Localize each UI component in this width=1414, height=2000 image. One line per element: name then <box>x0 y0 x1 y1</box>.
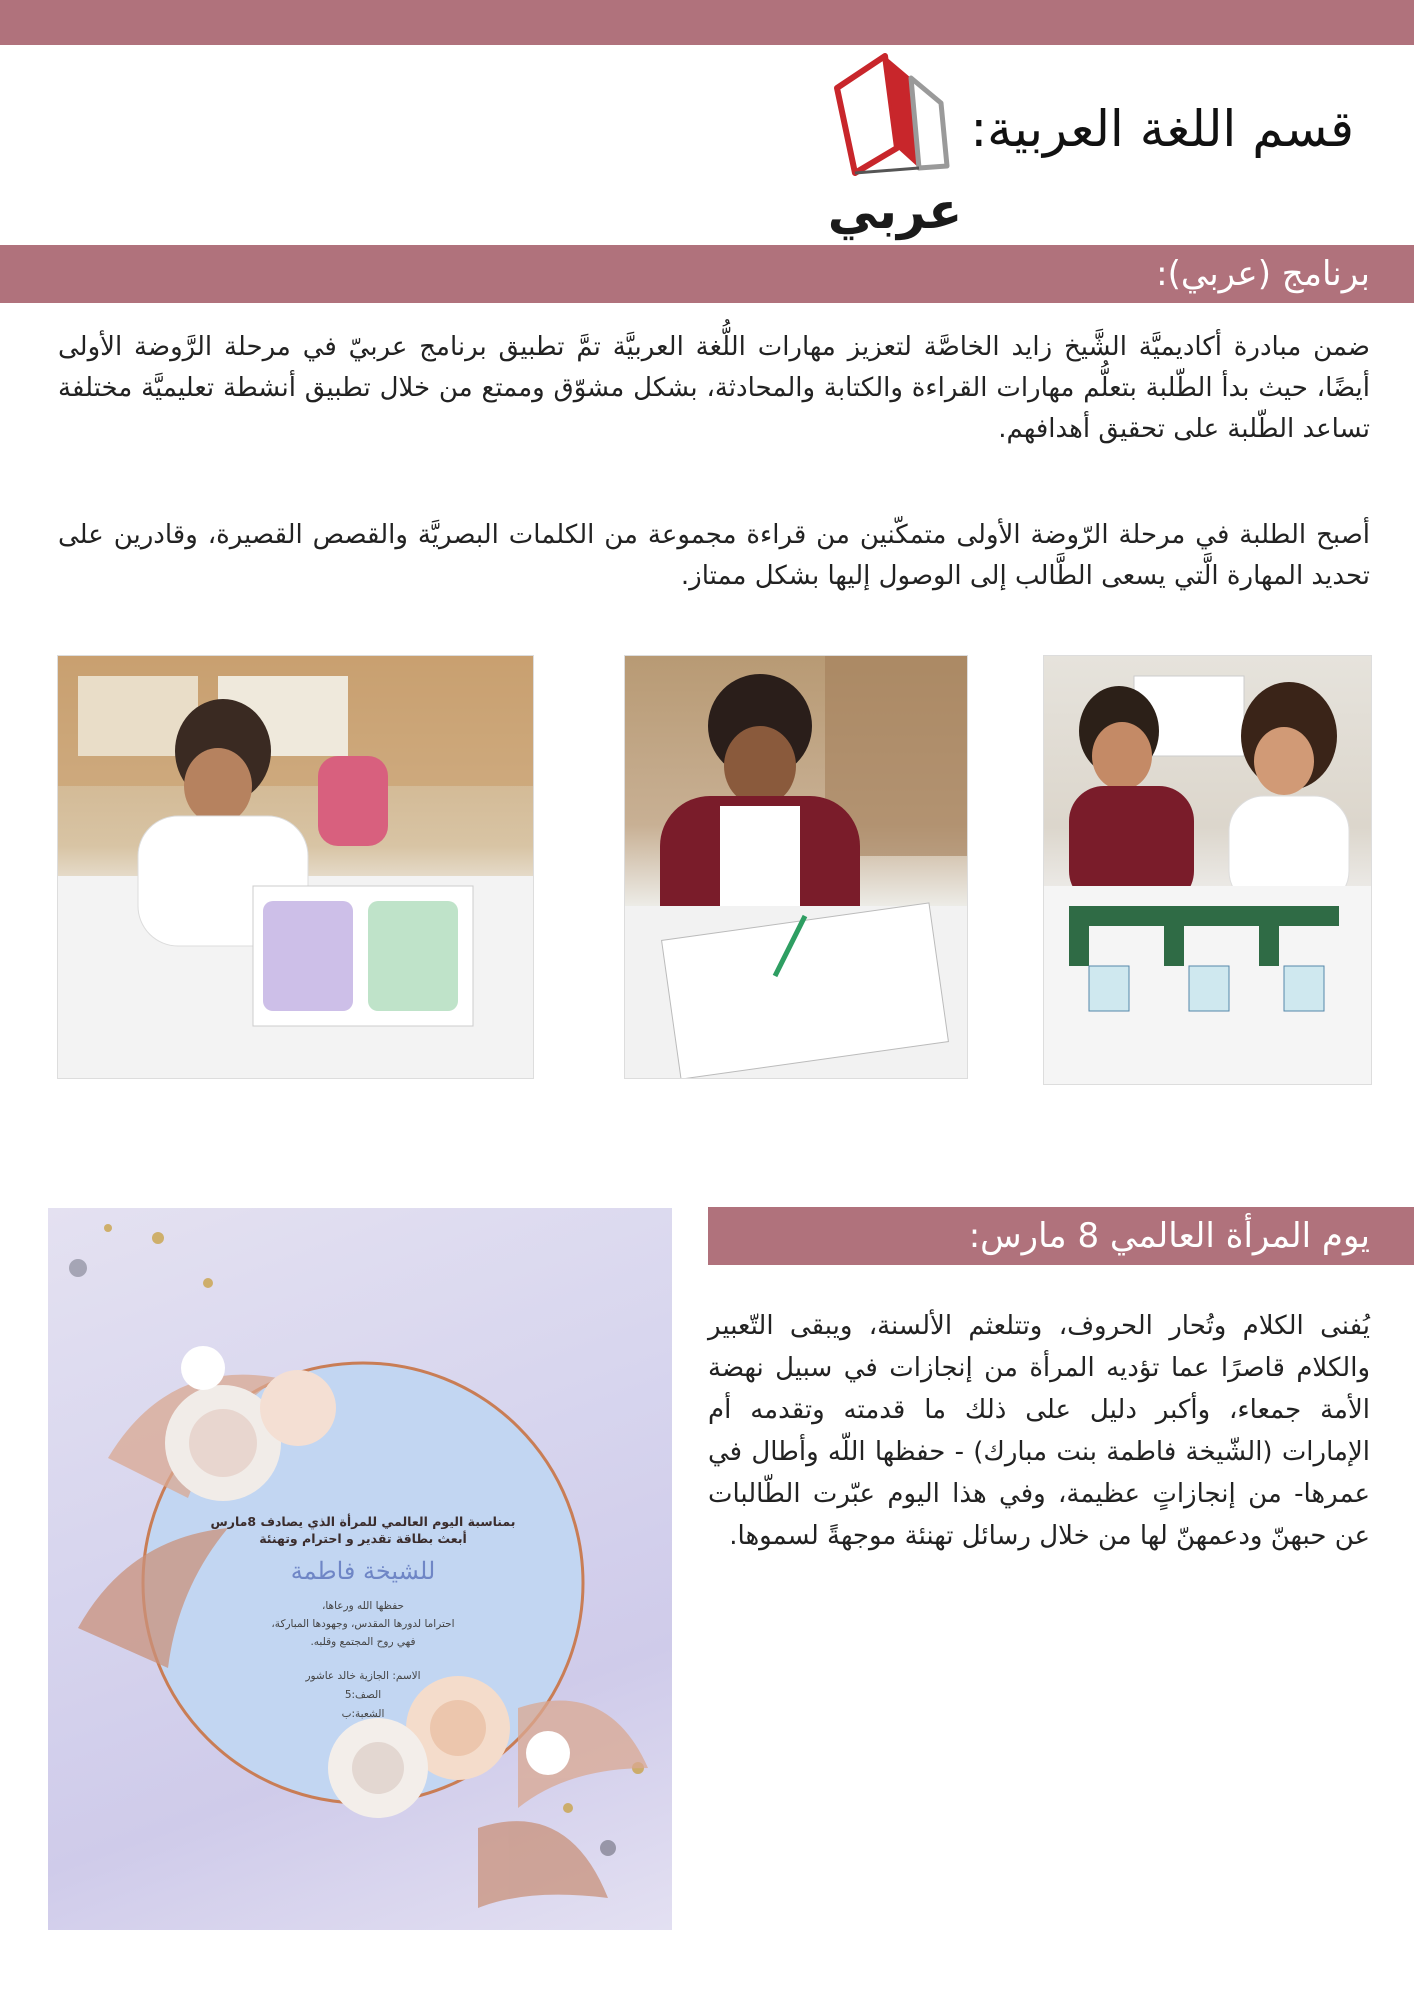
card-text <box>198 1513 528 1724</box>
card-body-line-2: احتراما لدورها المقدس، وجهودها المباركة، <box>271 1618 455 1630</box>
top-bar <box>0 0 1414 45</box>
photo-two-girls <box>1043 655 1372 1085</box>
card-sign-section: الشعبة:ب <box>341 1708 385 1720</box>
card-heading-line-1: بمناسبة اليوم العالمي للمرأة الذي يصادف 8مارس <box>210 1514 516 1529</box>
section-heading-women-day: يوم المرأة العالمي 8 مارس: <box>708 1207 1414 1265</box>
photo-boy-activity <box>57 655 534 1079</box>
card-heading-line-2: أبعث بطاقة تقدير و احترام وتهنئة <box>259 1531 467 1546</box>
book-logo-icon <box>815 48 975 198</box>
card-recipient-name: للشيخة فاطمة <box>290 1557 436 1585</box>
card-body-line-3: فهي روح المجتمع وقلبه. <box>310 1636 416 1648</box>
section-heading-arabi: برنامج (عربي): <box>0 245 1414 303</box>
card-body-line-1: حفظها الله ورعاها، <box>321 1600 405 1612</box>
card-sign-grade: الصف:5 <box>344 1689 382 1701</box>
card-sign-name: الاسم: الجازية خالد عاشور <box>305 1670 421 1682</box>
photo-girl-writing <box>624 655 968 1079</box>
logo-text: عربي <box>827 182 963 240</box>
department-title: قسم اللغة العربية: <box>970 100 1354 158</box>
paragraph-arabi-1: ضمن مبادرة أكاديميَّة الشَّيخ زايد الخاصَّة لتعزيز مهارات اللُّغة العربيَّة تمَّ تطبيق برنامج عربيّ في مرحلة الرَّوضة الأولى أيضًا، حيث بدأ الطّلبة بتعلُّم مهارات القراءة والكتابة والمحادثة، بشكل مشوّق وممتع من خلال تطبيق أنشطة تعليميَّة مختلفة تساعد الطّلبة على تحقيق أهدافهم. <box>58 332 1370 444</box>
womens-day-card-image <box>48 1208 672 1930</box>
arabi-logo <box>815 48 975 238</box>
paragraph-women-day: يُفنى الكلام وتُحار الحروف، وتتلعثم الألسنة، ويبقى التّعبير والكلام قاصرًا عما تؤديه المرأة من إنجازات في سبيل نهضة الأمة جمعاء، وأكبر دليل على ذلك ما قدمته وتقدمه أم الإمارات (الشّيخة فاطمة بنت مبارك) - حفظها اللّه وأطال في عمرها- من إنجازاتٍ عظيمة، وفي هذا اليوم عبّرت الطّالبات عن حبهنّ ودعمهنّ لها من خلال رسائل تهنئة موجهةً لسموها. <box>708 1311 1370 1551</box>
paragraph-arabi-2: أصبح الطلبة في مرحلة الرّوضة الأولى متمكّنين من قراءة مجموعة من الكلمات البصريَّة والقصص القصيرة، وقادرين على تحديد المهارة الَّتي يسعى الطَّالب إلى الوصول إليها بشكل ممتاز. <box>58 520 1370 591</box>
